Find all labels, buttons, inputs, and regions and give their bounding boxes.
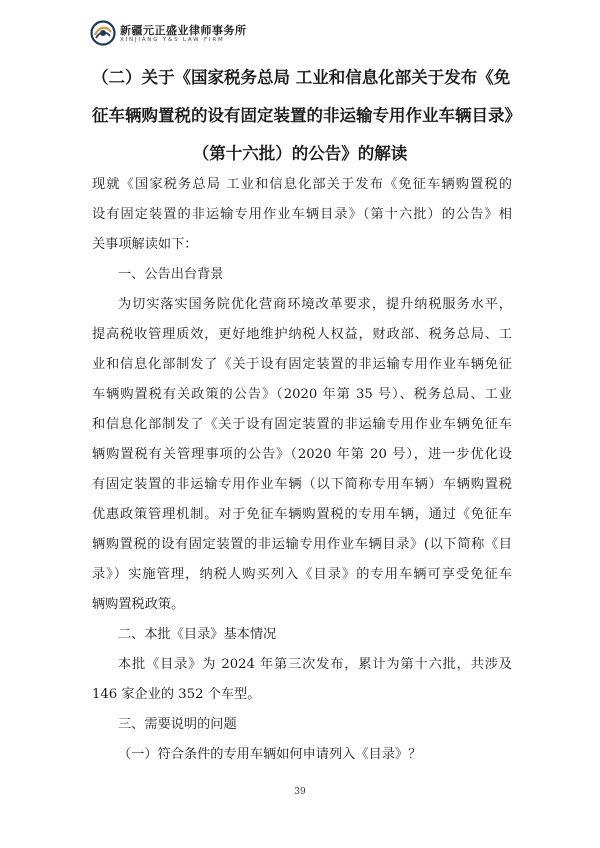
paragraph-line: 现就《国家税务总局 工业和信息化部关于发布《免征车辆购置税的 [92, 177, 512, 192]
section-heading: 二、本批《目录》基本情况 [118, 627, 277, 642]
page-number: 39 [294, 787, 306, 797]
paragraph-line: 设有固定装置的非运输专用作业车辆目录》（第十六批）的公告》相 [92, 207, 512, 222]
paragraph-line: 辆购置税政策。 [92, 597, 185, 612]
title-line-1: （二）关于《国家税务总局 工业和信息化部关于发布《免 [92, 68, 511, 87]
firm-name-en: XINJIANG Y&S LAW FIRM [120, 37, 225, 43]
section-heading: 一、公告出台背景 [118, 267, 224, 282]
paragraph-line: 本批《目录》为 2024 年第三次发布，累计为第十六批，共涉及 [118, 657, 512, 672]
paragraph-line: 业和信息化部制发了《关于设有固定装置的非运输专用作业车辆免征 [92, 357, 512, 372]
subsection-heading: （一）符合条件的专用车辆如何申请列入《目录》？ [118, 747, 422, 762]
paragraph-line: 为切实落实国务院优化营商环境改革要求，提升纳税服务水平， [118, 297, 512, 312]
section-heading: 三、需要说明的问题 [118, 717, 237, 732]
paragraph-line: 辆购置税有关管理事项的公告》（2020 年第 20 号），进一步优化设 [92, 447, 512, 462]
paragraph-line: 关事项解读如下： [92, 237, 198, 252]
firm-logo-icon [90, 20, 116, 46]
page-header [90, 20, 310, 50]
paragraph-line: 146 家企业的 352 个车型。 [92, 687, 261, 702]
paragraph-line: 优惠政策管理机制。对于免征车辆购置税的专用车辆，通过《免征车 [92, 507, 512, 522]
paragraph-line: 录》）实施管理，纳税人购买列入《目录》的专用车辆可享受免征车 [92, 567, 512, 582]
title-line-2: 征车辆购置税的设有固定装置的非运输专用作业车辆目录》 [92, 106, 521, 125]
paragraph-line: 车辆购置税有关政策的公告》（2020 年第 35 号）、税务总局、工业 [92, 387, 512, 402]
paragraph-line: 提高税收管理质效，更好地维护纳税人权益，财政部、税务总局、工 [92, 327, 512, 342]
paragraph-line: 辆购置税的设有固定装置的非运输专用作业车辆目录》(以下简称《目 [92, 537, 512, 552]
firm-name-cn: 新疆元正盛业律师事务所 [120, 24, 247, 37]
title-line-3: （第十六批）的公告》的解读 [192, 144, 408, 163]
paragraph-line: 和信息化部制发了《关于设有固定装置的非运输专用作业车辆免征车 [92, 417, 512, 432]
paragraph-line: 有固定装置的非运输专用作业车辆（以下简称专用车辆）车辆购置税 [92, 477, 512, 492]
